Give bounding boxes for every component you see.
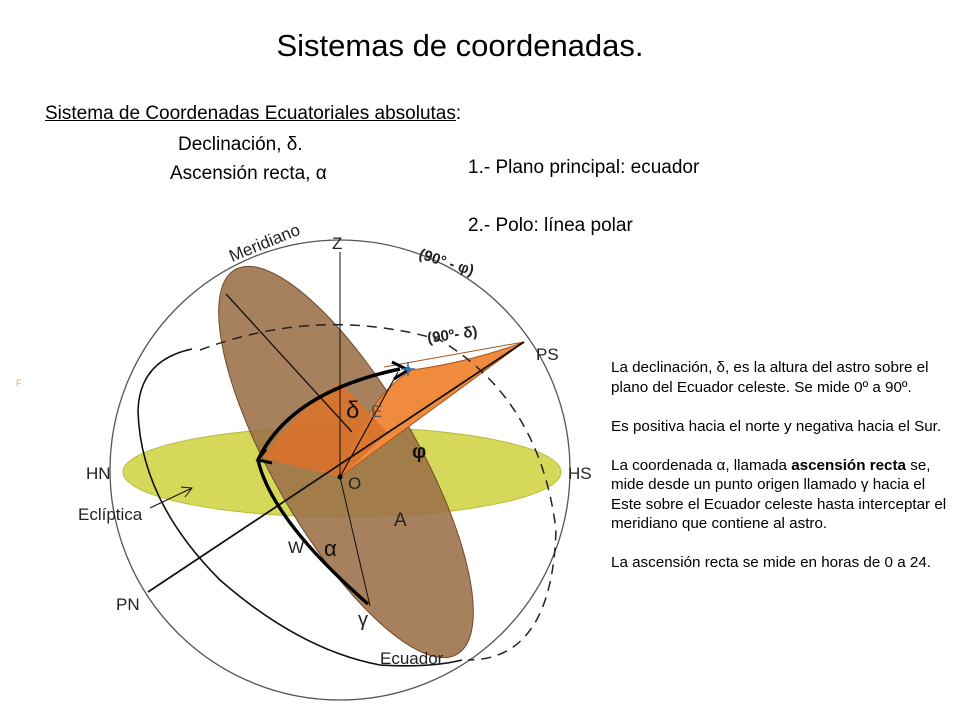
point-pole: 2.- Polo: línea polar xyxy=(468,215,633,236)
explanation-ra-pre: La coordenada α, llamada xyxy=(611,456,792,474)
explanation-text xyxy=(611,358,956,573)
hs-label: HS xyxy=(568,464,592,483)
ps-label: PS xyxy=(536,345,559,364)
angle-90-phi-label: (90° - φ) xyxy=(416,245,476,280)
hn-label: HN xyxy=(86,464,111,483)
alpha-label: α xyxy=(324,536,337,561)
explanation-hours: La ascensión recta se mide en horas de 0 a 24. xyxy=(611,554,931,571)
o-label: O xyxy=(348,474,362,493)
right-ascension-label: Ascensión recta, xyxy=(170,163,316,184)
subtitle-text: Sistema de Coordenadas Ecuatoriales absolutas xyxy=(45,103,456,124)
explanation-declination: La declinación, δ, es la altura del astro sobre el plano del Ecuador celeste. Se mide 0º a 90º. xyxy=(611,359,929,396)
page-title: Sistemas de coordenadas. xyxy=(276,28,644,63)
delta-label: δ xyxy=(346,397,360,424)
gamma-label: γ xyxy=(358,609,368,631)
meridiano-label: Meridiano xyxy=(226,220,303,266)
w-label: W xyxy=(288,538,305,557)
pn-label: PN xyxy=(116,595,140,614)
origin-point xyxy=(338,475,343,480)
declination-period: . xyxy=(297,134,303,155)
point-main-plane: 1.- Plano principal: ecuador xyxy=(468,157,700,178)
explanation-ra-bold: ascensión recta xyxy=(791,456,906,474)
a-label: A xyxy=(394,510,407,531)
delta-symbol: δ xyxy=(286,134,298,155)
explanation-right-ascension xyxy=(611,456,956,534)
ecuador-label: Ecuador xyxy=(380,649,444,668)
explanation-ra-post: se, mide desde un punto origen llamado γ hacia el Este sobre el Ecuador celeste hasta interceptar el meridiano que contiene al astro. xyxy=(611,456,947,532)
explanation-sign: Es positiva hacia el norte y negativa hacia el Sur. xyxy=(611,417,942,435)
angle-90-delta-label: (90º- δ) xyxy=(426,323,479,347)
subtitle-colon: : xyxy=(455,103,462,124)
small-mark: F xyxy=(16,378,22,388)
z-label: Z xyxy=(332,234,343,253)
e-label: E xyxy=(371,402,383,421)
alpha-symbol: α xyxy=(315,163,327,184)
phi-label: φ xyxy=(412,441,427,463)
declination-label: Declinación, xyxy=(178,134,287,155)
ecliptica-label: Eclíptica xyxy=(78,505,143,524)
